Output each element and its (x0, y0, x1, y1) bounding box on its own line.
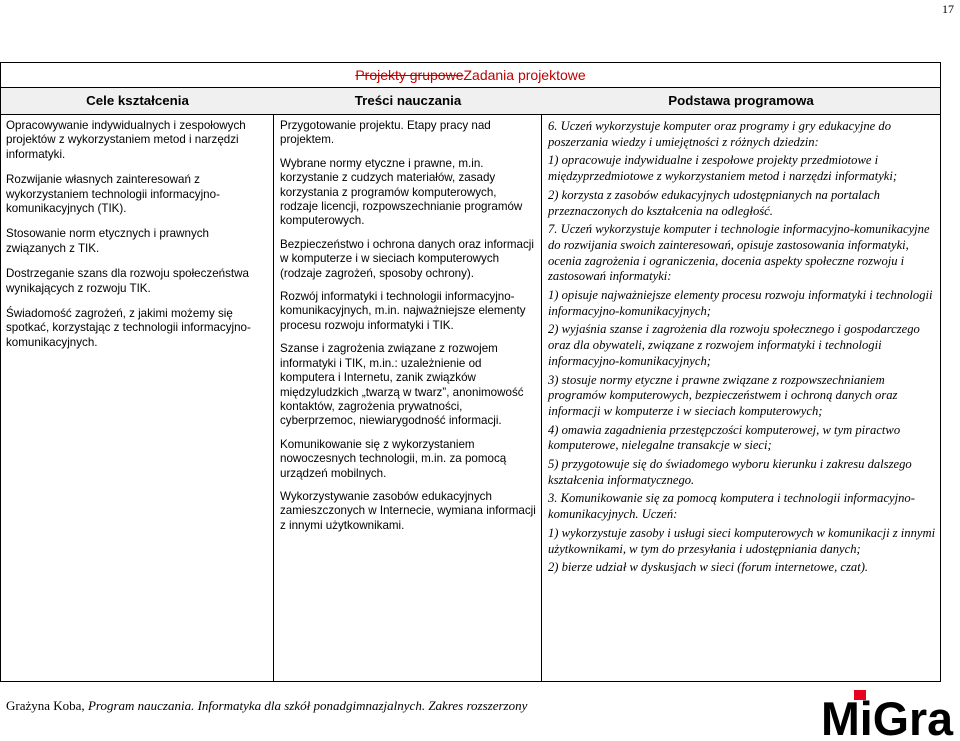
page-number: 17 (942, 2, 954, 16)
header-cele: Cele kształcenia (86, 93, 189, 108)
podstawa-column (542, 115, 940, 681)
body-row (1, 114, 940, 681)
header-row (1, 87, 940, 114)
tresci-item: Przygotowanie projektu. Etapy pracy nad projektem. (280, 119, 491, 147)
title-main-text: Zadania projektowe (463, 67, 586, 83)
tresci-item: Bezpieczeństwo i ochrona danych oraz informacji w komputerze i w sieciach komputerowych (rodzaje zagrożeń, sposoby ochrony). (280, 237, 534, 280)
cele-item: Świadomość zagrożeń, z jakimi możemy się spotkać, korzystając z technologii informacyjno-komunikacyjnych. (6, 307, 251, 349)
footer-book-title: Program nauczania. Informatyka dla szkół ponadgimnazjalnych. Zakres rozszerzony (87, 698, 528, 713)
podstawa-item: 2) korzysta z zasobów edukacyjnych udostępnianych na portalach przeznaczonych do kształcenia na odległość. (548, 187, 880, 218)
tresci-item: Wybrane normy etyczne i prawne, m.in. korzystanie z cudzych materiałów, zasady korzystania z programów komputerowych, rodzaje licencji, rozpowszechnianie programów komputerowych. (280, 156, 523, 228)
title-struck-text: Projekty grupowe (355, 67, 464, 83)
podstawa-item: 2) wyjaśnia szanse i zagrożenia dla rozwoju społecznego i gospodarczego oraz dla obywateli, związane z rozwojem informatyki i technologii informacyjno-komunikacyjnych; (548, 322, 920, 368)
tresci-column (274, 115, 542, 681)
tresci-item: Rozwój informatyki i technologii informacyjno-komunikacyjnych, m.in. najważniejsze elementy procesu rozwoju informatyki i TIK. (280, 290, 526, 332)
curriculum-table (0, 62, 941, 682)
cele-column (1, 115, 274, 681)
podstawa-item: 5) przygotowuje się do świadomego wyboru kierunku i zakresu dalszego kształcenia informatycznego. (548, 457, 912, 487)
podstawa-item: 3) stosuje normy etyczne i prawne związane z rozpowszechnianiem programów komputerowych, bezpieczeństwem i ochroną danych oraz informacji w komputerze i w sieciach komputerowych; (548, 372, 898, 418)
tresci-item: Szanse i zagrożenia związane z rozwojem informatyki i TIK, m.in.: uzależnienie od komputera i Internetu, zanik związków międzyludzkich „twarzą w twarz”, anonimowość kontaktów, zagrożenia prywatności, cyberprzemoc, niewiarygodność informacji. (280, 342, 524, 428)
table-title (1, 63, 940, 87)
tresci-item: Komunikowanie się z wykorzystaniem nowoczesnych technologii, m.in. za pomocą urządzeń mobilnych. (280, 437, 507, 480)
podstawa-item: 4) omawia zagadnienia przestępczości komputerowej, w tym piractwo komputerowe, nielegalne transakcje w sieci; (548, 422, 901, 453)
podstawa-item: 7. Uczeń wykorzystuje komputer i technologie informacyjno-komunikacyjne do rozwijania swoich zainteresowań, opisuje zastosowania informatyki, ocenia zagrożenia i ograniczenia, docenia aspekty społeczne rozwoju i zastosowań informatyki: (548, 222, 930, 284)
header-tresci: Treści nauczania (354, 93, 462, 108)
cele-item: Opracowywanie indywidualnych i zespołowych projektów z wykorzystaniem metod i narzędzi informatyki. (6, 119, 246, 161)
cele-item: Dostrzeganie szans dla rozwoju społeczeństwa wynikających z rozwoju TIK. (6, 267, 249, 295)
footer-citation (6, 698, 527, 714)
podstawa-item: 6. Uczeń wykorzystuje komputer oraz programy i gry edukacyjne do poszerzania wiedzy i umiejętności z różnych dziedzin: (548, 119, 891, 149)
logo-text: MiGra (821, 692, 954, 737)
podstawa-item: 1) wykorzystuje zasoby i usługi sieci komputerowych w komunikacji z innymi użytkownikami, w tym do przesyłania i udostępniania danych; (548, 525, 936, 556)
podstawa-item: 3. Komunikowanie się za pomocą komputera i technologii informacyjno-komunikacyjnych. Uczeń: (548, 491, 915, 522)
podstawa-item: 1) opracowuje indywidualne i zespołowe projekty przedmiotowe i międzyprzedmiotowe z wykorzystaniem metod i narzędzi informatyki; (548, 153, 898, 184)
podstawa-item: 1) opisuje najważniejsze elementy procesu rozwoju informatyki i technologii informacyjno-komunikacyjnych; (548, 288, 933, 318)
tresci-item: Wykorzystywanie zasobów edukacyjnych zamieszczonych w Internecie, wymiana informacji z innymi użytkownikami. (280, 489, 536, 532)
header-podstawa: Podstawa programowa (668, 93, 814, 108)
cele-item: Rozwijanie własnych zainteresowań z wykorzystaniem technologii informacyjno-komunikacyjnych (TIK). (6, 173, 220, 216)
cele-item: Stosowanie norm etycznych i prawnych związanych z TIK. (6, 227, 209, 255)
migra-logo (821, 689, 954, 737)
footer-author: Grażyna Koba, (6, 698, 85, 713)
podstawa-item: 2) bierze udział w dyskusjach w sieci (forum internetowe, czat). (548, 560, 869, 575)
